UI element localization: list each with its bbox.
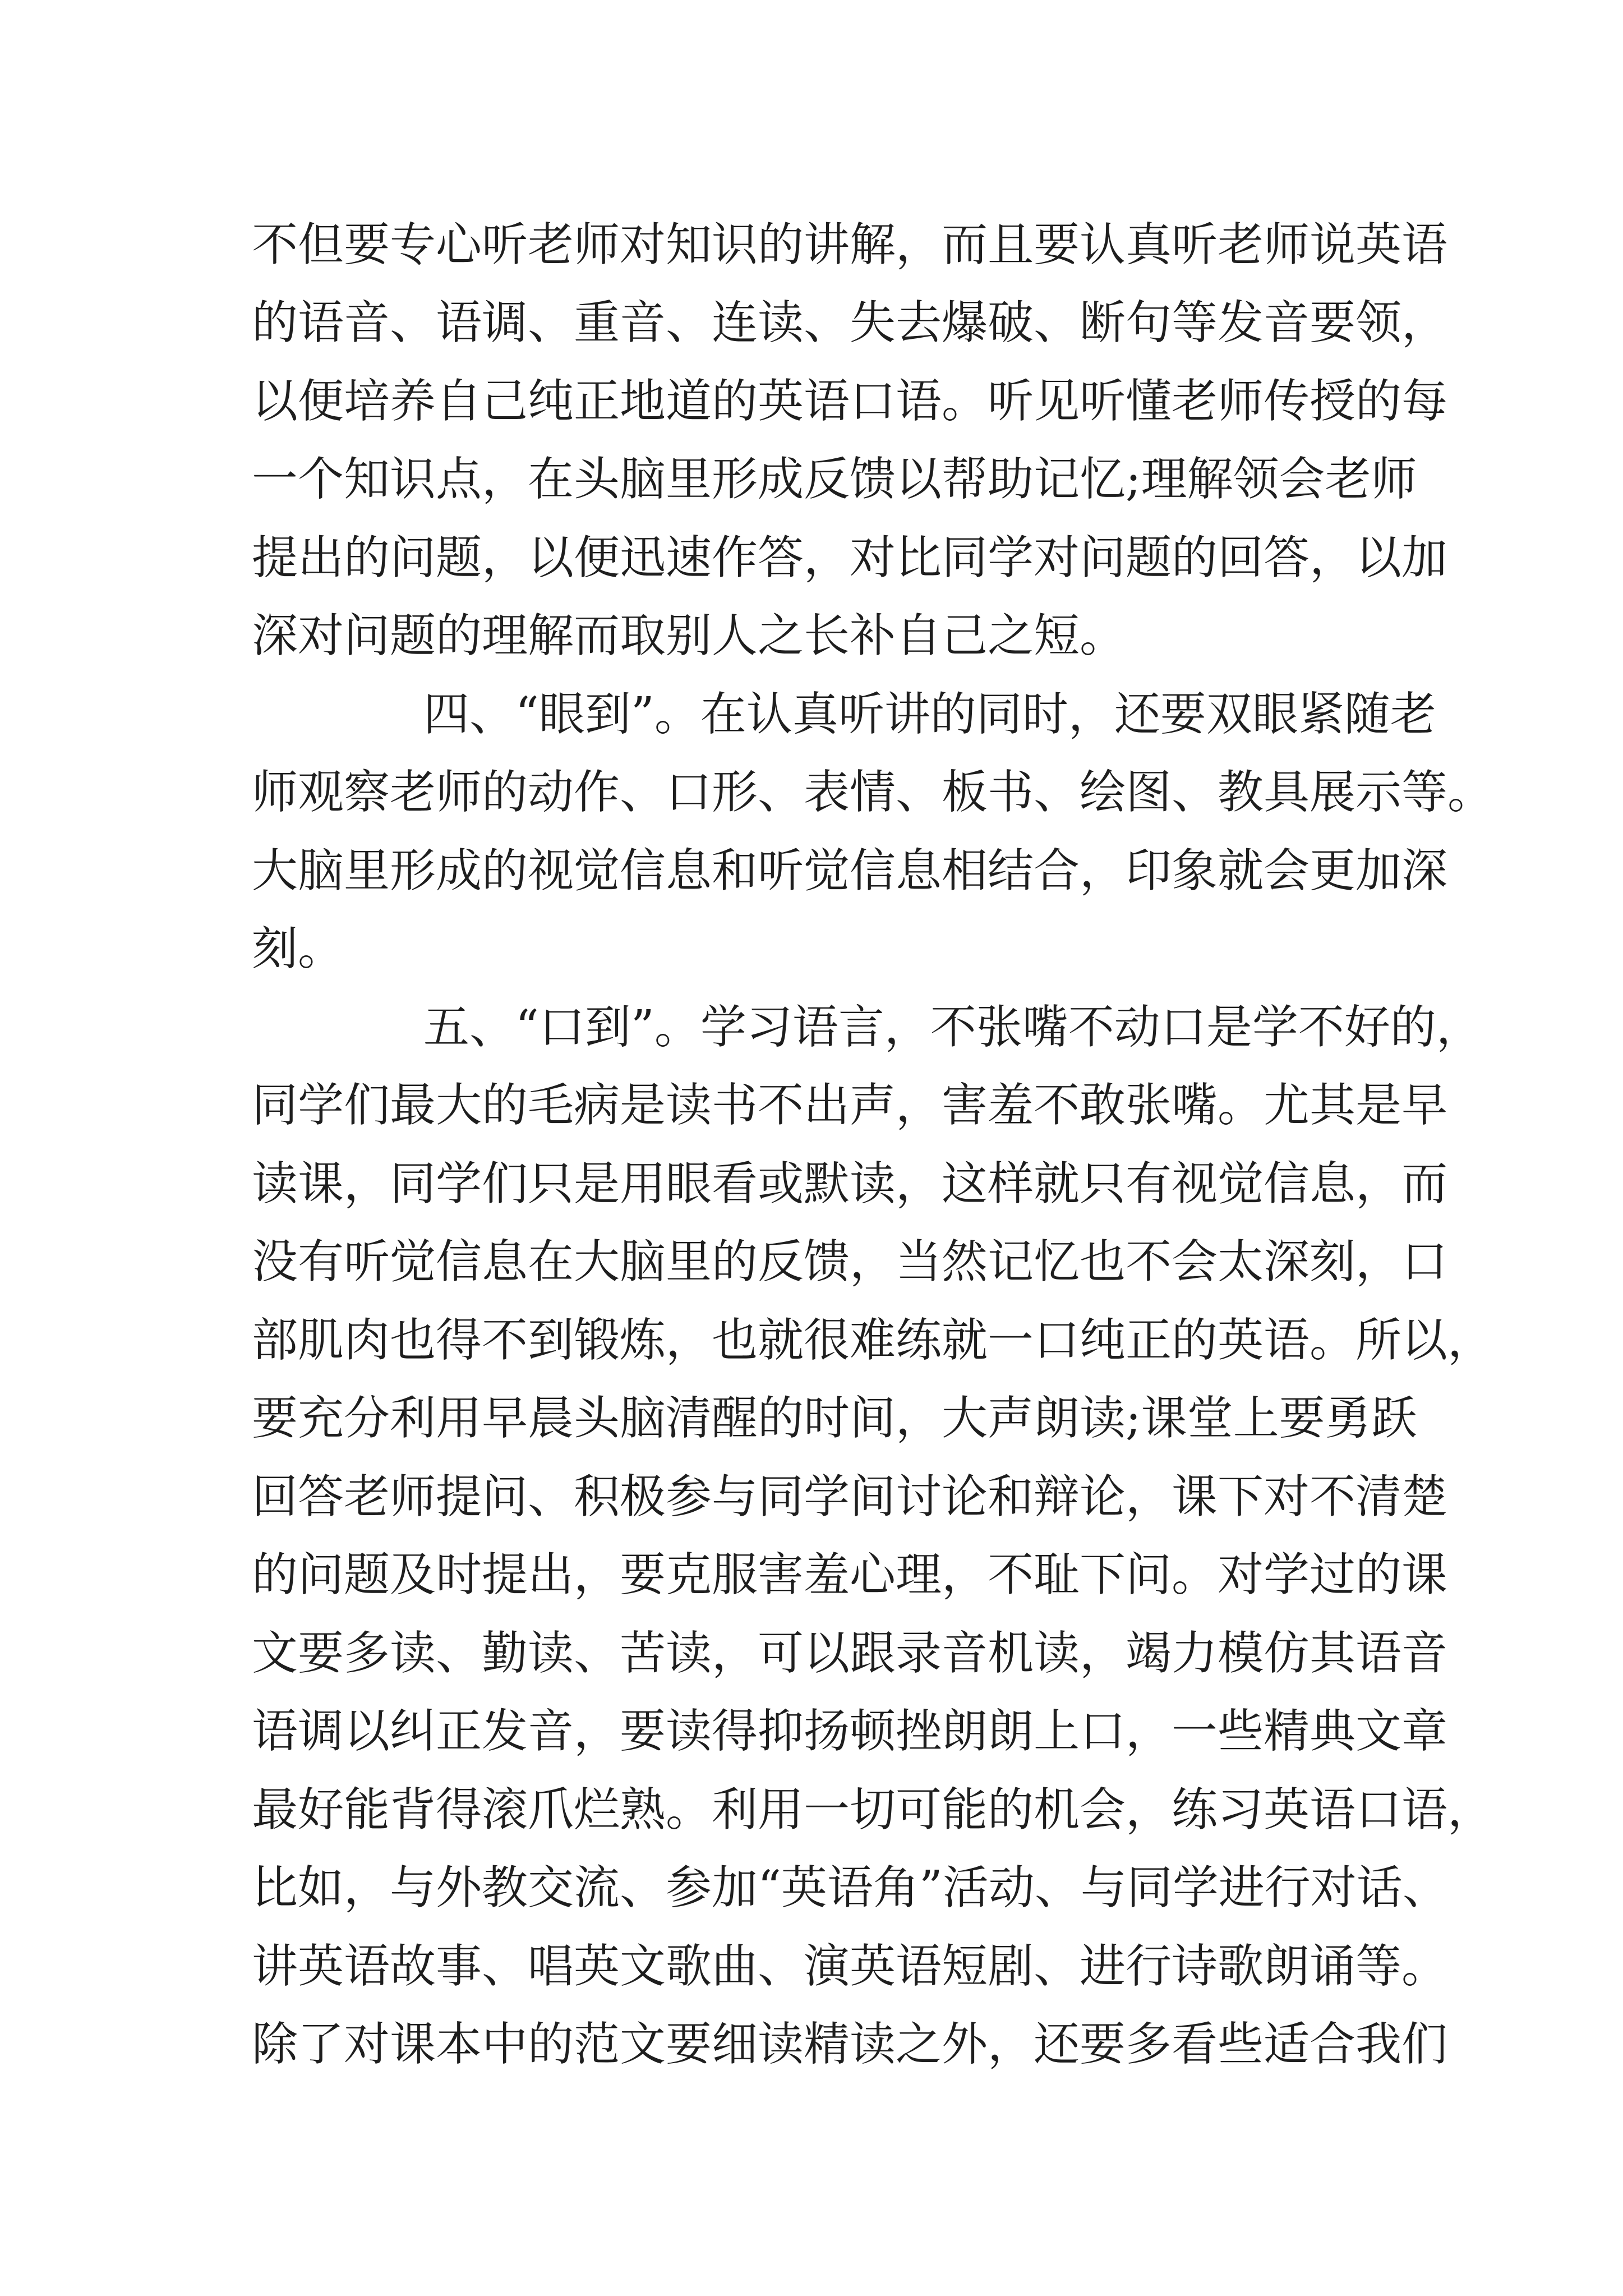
text-line-4: 一个知识点，在头脑里形成反馈以帮助记忆;理解领会老师: [252, 453, 1417, 506]
text-line-1: 不但要专心听老师对知识的讲解，而且要认真听老师说英语: [252, 218, 1448, 272]
text-line-19: 文要多读、勤读、苦读，可以跟录音机读，竭力模仿其语音: [252, 1627, 1448, 1680]
text-line-18: 的问题及时提出，要克服害羞心理，不耻下问。对学过的课: [252, 1548, 1448, 1602]
text-line-9: 大脑里形成的视觉信息和听觉信息相结合，印象就会更加深: [252, 844, 1448, 898]
text-line-24: 除了对课本中的范文要细读精读之外，还要多看些适合我们: [252, 2018, 1448, 2071]
text-line-6: 深对问题的理解而取别人之长补自己之短。: [252, 609, 1126, 662]
text-line-17: 回答老师提问、积极参与同学间讨论和辩论，课下对不清楚: [252, 1470, 1448, 1524]
text-line-2: 的语音、语调、重音、连读、失去爆破、断句等发音要领，: [252, 296, 1448, 349]
text-line-10: 刻。: [252, 922, 344, 976]
text-line-15: 部肌肉也得不到锻炼，也就很难练就一口纯正的英语。所以，: [252, 1314, 1494, 1367]
text-line-3: 以便培养自己纯正地道的英语口语。听见听懂老师传授的每: [252, 375, 1448, 428]
text-line-21: 最好能背得滚爪烂熟。利用一切可能的机会，练习英语口语，: [252, 1783, 1494, 1837]
text-line-23: 讲英语故事、唱英文歌曲、演英语短剧、进行诗歌朗诵等。: [252, 1940, 1448, 1993]
text-line-12: 同学们最大的毛病是读书不出声，害羞不敢张嘴。尤其是早: [252, 1079, 1448, 1132]
text-line-5: 提出的问题，以便迅速作答，对比同学对问题的回答，以加: [252, 531, 1448, 585]
paragraph-four-heading: 四、“眼到”。在认真听讲的同时，还要双眼紧随老: [423, 688, 1436, 741]
text-line-13: 读课，同学们只是用眼看或默读，这样就只有视觉信息，而: [252, 1157, 1448, 1211]
text-line-20: 语调以纠正发音，要读得抑扬顿挫朗朗上口，一些精典文章: [252, 1705, 1448, 1758]
text-line-16: 要充分利用早晨头脑清醒的时间，大声朗读;课堂上要勇跃: [252, 1392, 1417, 1445]
text-line-8: 师观察老师的动作、口形、表情、板书、绘图、教具展示等。: [252, 766, 1494, 819]
text-line-14: 没有听觉信息在大脑里的反馈，当然记忆也不会太深刻，口: [252, 1235, 1448, 1289]
text-line-22: 比如，与外教交流、参加“英语角”活动、与同学进行对话、: [252, 1861, 1449, 1915]
paragraph-five-heading: 五、“口到”。学习语言，不张嘴不动口是学不好的，: [423, 1001, 1482, 1054]
